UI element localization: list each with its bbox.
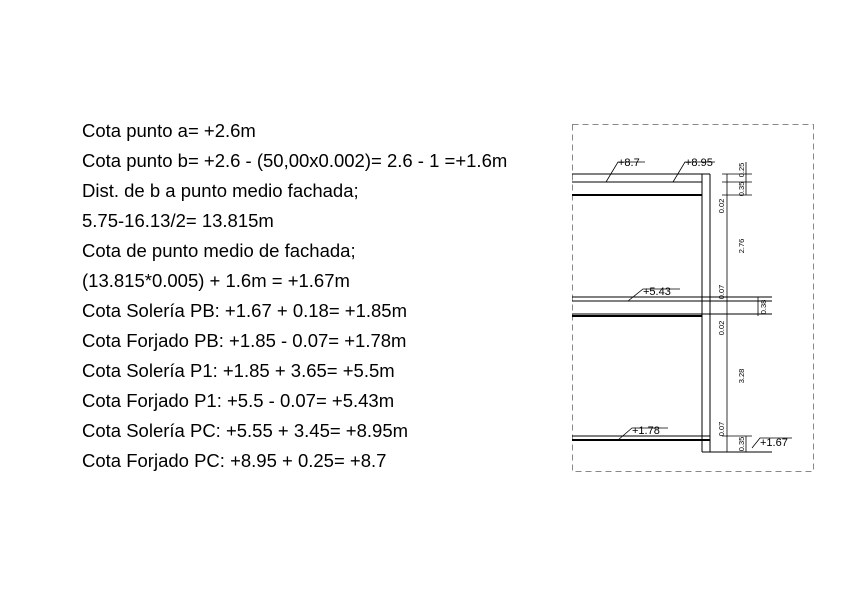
note-cota-punto-a: Cota punto a= +2.6m	[82, 120, 256, 141]
level-label-roof-slab: +8.7	[618, 157, 640, 169]
note-forjado-pb: Cota Forjado PB: +1.85 - 0.07= +1.78m	[82, 330, 407, 351]
note-dist-b-fachada: Dist. de b a punto medio fachada;	[82, 180, 359, 201]
dim-label-roof-gap: 0.35	[737, 181, 746, 197]
note-soleria-pc: Cota Solería PC: +5.55 + 3.45= +8.95m	[82, 420, 409, 441]
note-cota-medio-calculo: (13.815*0.005) + 1.6m = +1.67m	[82, 270, 350, 291]
level-label-ground-point: +1.67	[760, 437, 788, 449]
dim-label-ground-floor: 0.07	[717, 421, 726, 437]
dim-label-first-slab-depth: 0.38	[759, 299, 768, 315]
dim-label-first-upper: 0.02	[717, 198, 726, 214]
dim-label-ground-base: 0.35	[737, 436, 746, 452]
dim-label-roof-thickness: 0.25	[737, 162, 746, 178]
level-label-ground-slab: +1.78	[632, 425, 660, 437]
dim-label-first-height: 2.76	[737, 238, 746, 254]
level-label-first-slab: +5.43	[643, 286, 671, 298]
note-soleria-pb: Cota Solería PB: +1.67 + 0.18= +1.85m	[82, 300, 407, 321]
viewport-frame	[573, 125, 814, 472]
dim-label-ground-upper: 0.02	[717, 320, 726, 336]
note-forjado-pc: Cota Forjado PC: +8.95 + 0.25= +8.7	[82, 450, 387, 471]
note-forjado-p1: Cota Forjado P1: +5.5 - 0.07= +5.43m	[82, 390, 395, 411]
level-label-roof-floor: +8.95	[685, 157, 713, 169]
note-cota-medio-fachada: Cota de punto medio de fachada;	[82, 240, 356, 261]
dim-label-first-floor: 0.07	[717, 284, 726, 300]
dim-label-ground-height: 3.28	[737, 368, 746, 384]
note-dist-calculo: 5.75-16.13/2= 13.815m	[82, 210, 274, 231]
note-soleria-p1: Cota Solería P1: +1.85 + 3.65= +5.5m	[82, 360, 395, 381]
note-cota-punto-b: Cota punto b= +2.6 - (50,00x0.002)= 2.6 - 1 =+1.6m	[82, 150, 508, 171]
